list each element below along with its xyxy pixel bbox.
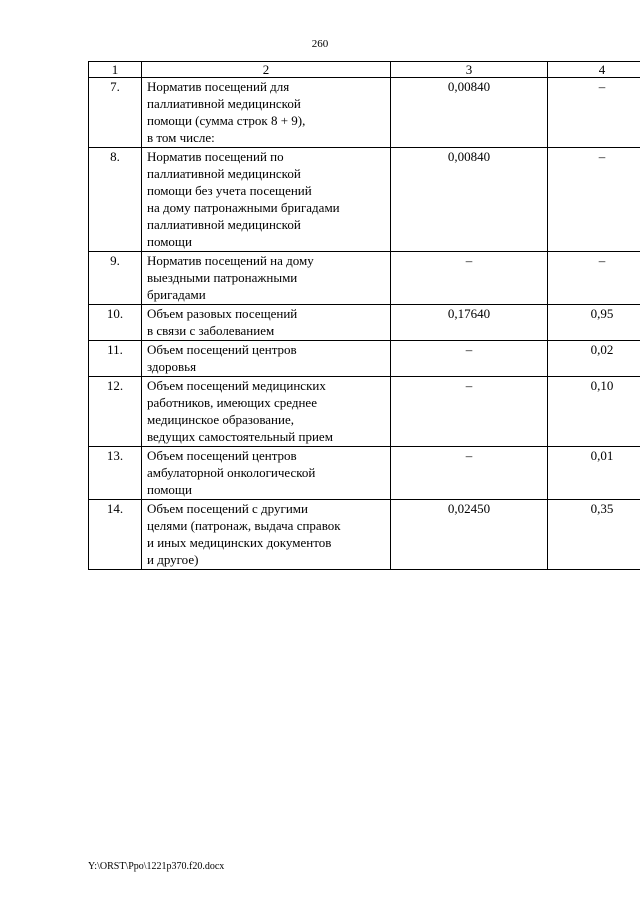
table-row — [89, 377, 640, 447]
row-value-col4: 0,95 — [548, 305, 640, 341]
row-name-line: в связи с заболеванием — [147, 323, 275, 338]
row-value-col3: 0,00840 — [391, 78, 548, 148]
row-name-cell — [142, 447, 391, 500]
row-name-line: и другое) — [147, 552, 199, 567]
row-name-line: Объем разовых посещений — [147, 306, 298, 321]
row-value-col4: 0,10 — [548, 377, 640, 447]
row-name-line: Норматив посещений для — [147, 79, 290, 94]
row-value-col3: 0,17640 — [391, 305, 548, 341]
header-cell-2: 2 — [142, 62, 391, 78]
row-value-col4: – — [548, 148, 640, 252]
table-row — [89, 500, 640, 570]
header-cell-1: 1 — [89, 62, 142, 78]
row-value-col4: – — [548, 252, 640, 305]
row-name-cell — [142, 377, 391, 447]
row-number-cell: 11. — [89, 341, 142, 377]
row-value-col3: – — [391, 252, 548, 305]
norms-table — [88, 61, 640, 570]
row-number-cell: 7. — [89, 78, 142, 148]
row-value-col3: 0,00840 — [391, 148, 548, 252]
row-name-line: ведущих самостоятельный прием — [147, 429, 333, 444]
row-value-col4: 0,35 — [548, 500, 640, 570]
row-value-col4: 0,02 — [548, 341, 640, 377]
row-name-cell — [142, 341, 391, 377]
table-row — [89, 252, 640, 305]
row-value-col4: – — [548, 78, 640, 148]
table-row — [89, 341, 640, 377]
row-value-col3: – — [391, 447, 548, 500]
norms-table-body — [89, 62, 640, 570]
row-number-cell: 12. — [89, 377, 142, 447]
row-name-line: помощи — [147, 234, 192, 249]
row-name-cell — [142, 148, 391, 252]
row-name-line: бригадами — [147, 287, 206, 302]
row-value-col4: 0,01 — [548, 447, 640, 500]
table-row — [89, 78, 640, 148]
row-name-line: и иных медицинских документов — [147, 535, 332, 550]
row-name-line: в том числе: — [147, 130, 215, 145]
row-name-line: Норматив посещений на дому — [147, 253, 314, 268]
row-name-cell — [142, 252, 391, 305]
row-value-col3: 0,02450 — [391, 500, 548, 570]
row-name-line: паллиативной медицинской — [147, 166, 301, 181]
row-number-cell: 14. — [89, 500, 142, 570]
row-number-cell: 10. — [89, 305, 142, 341]
row-name-line: паллиативной медицинской — [147, 96, 301, 111]
row-name-line: работников, имеющих среднее — [147, 395, 317, 410]
row-name-line: помощи (сумма строк 8 + 9), — [147, 113, 306, 128]
row-name-line: Норматив посещений по — [147, 149, 284, 164]
row-name-line: выездными патронажными — [147, 270, 298, 285]
row-number-cell: 13. — [89, 447, 142, 500]
row-name-line: помощи — [147, 482, 192, 497]
row-name-line: паллиативной медицинской — [147, 217, 301, 232]
row-number-cell: 8. — [89, 148, 142, 252]
row-name-cell — [142, 78, 391, 148]
row-value-col3: – — [391, 341, 548, 377]
footer-file-path: Y:\ORST\Ppo\1221p370.f20.docx — [88, 861, 225, 872]
row-name-line: Объем посещений медицинских — [147, 378, 326, 393]
row-name-line: Объем посещений центров — [147, 448, 297, 463]
page-number: 260 — [311, 38, 329, 50]
row-name-cell — [142, 305, 391, 341]
row-name-line: медицинское образование, — [147, 412, 294, 427]
row-number-cell: 9. — [89, 252, 142, 305]
table-row — [89, 447, 640, 500]
row-name-line: на дому патронажными бригадами — [147, 200, 340, 215]
row-name-cell — [142, 500, 391, 570]
row-name-line: помощи без учета посещений — [147, 183, 312, 198]
header-cell-3: 3 — [391, 62, 548, 78]
row-name-line: Объем посещений с другими — [147, 501, 308, 516]
row-name-line: здоровья — [147, 359, 197, 374]
row-name-line: Объем посещений центров — [147, 342, 297, 357]
row-value-col3: – — [391, 377, 548, 447]
table-row — [89, 305, 640, 341]
table-header-row — [89, 62, 640, 78]
table-row — [89, 148, 640, 252]
row-name-line: целями (патронаж, выдача справок — [147, 518, 341, 533]
header-cell-4: 4 — [548, 62, 640, 78]
row-name-line: амбулаторной онкологической — [147, 465, 316, 480]
